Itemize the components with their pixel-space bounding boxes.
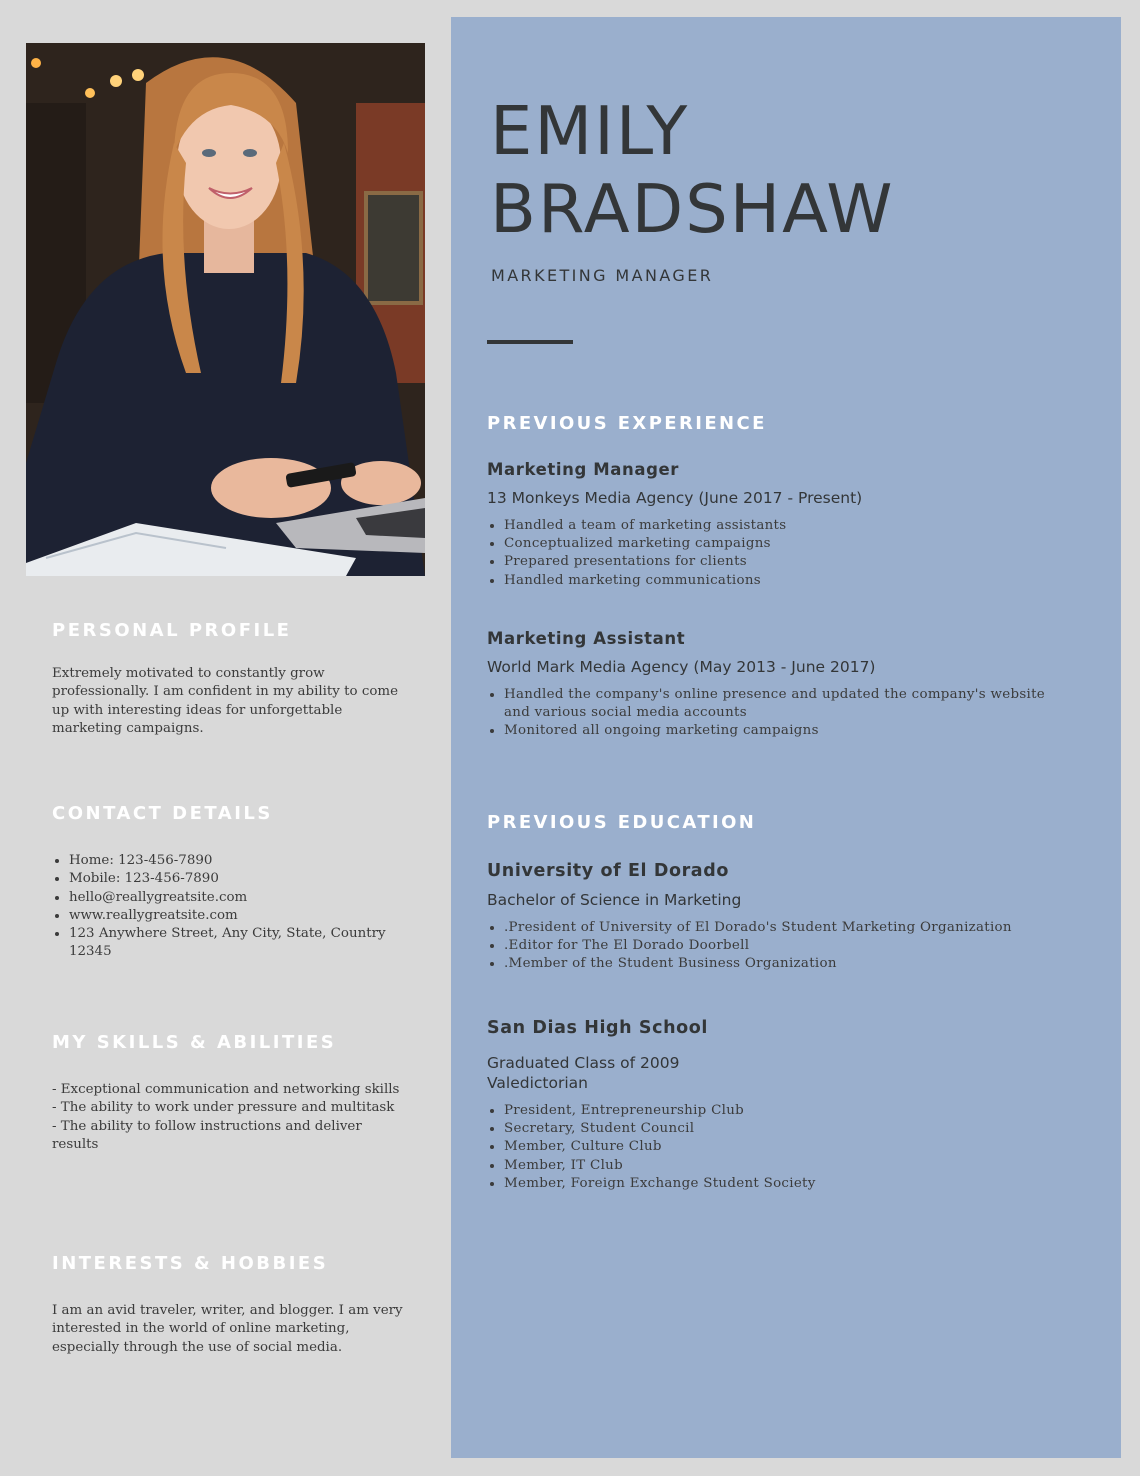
contact-list [52, 852, 412, 962]
contact-address: • 123 Anywhere Street, Any City, State, Country 12345 [69, 925, 412, 962]
school-bullet: • Member, Culture Club [504, 1138, 1047, 1156]
first-name: EMILY [490, 92, 690, 170]
contact-details-section [52, 803, 412, 962]
skill-item: - The ability to work under pressure and multitask [52, 1100, 395, 1116]
personal-profile-heading: PERSONAL PROFILE [52, 620, 292, 641]
experience-entry [487, 629, 1047, 741]
job-company: 13 Monkeys Media Agency (June 2017 - Present) [487, 489, 863, 507]
school-bullet: • .President of University of El Dorado's Student Marketing Organization [504, 919, 1047, 937]
job-bullet: • Handled the company's online presence and updated the company's website and various social media accounts [504, 686, 1047, 722]
contact-website[interactable]: • www.reallygreatsite.com [69, 907, 412, 925]
interests-section [52, 1253, 412, 1357]
school-degree: Graduated Class of 2009 [487, 1054, 680, 1072]
school-name: University of El Dorado [487, 861, 729, 881]
education-entry [487, 1018, 1047, 1193]
school-bullet: • Secretary, Student Council [504, 1120, 1047, 1138]
school-honor: Valedictorian [487, 1074, 588, 1092]
job-role: Marketing Manager [487, 460, 680, 479]
job-bullet: • Prepared presentations for clients [504, 553, 1047, 571]
experience-heading: PREVIOUS EXPERIENCE [487, 413, 767, 434]
school-bullets [487, 1102, 1047, 1193]
title-divider [487, 340, 573, 344]
candidate-name [490, 92, 895, 248]
interests-heading: INTERESTS & HOBBIES [52, 1253, 329, 1274]
school-bullet: • Member, IT Club [504, 1157, 1047, 1175]
school-bullet: • .Member of the Student Business Organization [504, 955, 1047, 973]
contact-mobile: • Mobile: 123-456-7890 [69, 870, 412, 888]
job-company: World Mark Media Agency (May 2013 - June 2017) [487, 658, 876, 676]
job-bullets [487, 686, 1047, 741]
school-bullet: • President, Entrepreneurship Club [504, 1102, 1047, 1120]
last-name: BRADSHAW [490, 170, 895, 248]
contact-email[interactable]: • hello@reallygreatsite.com [69, 889, 412, 907]
skill-item: - The ability to follow instructions and deliver results [52, 1118, 362, 1152]
profile-photo [26, 43, 425, 576]
skills-list [52, 1081, 412, 1154]
education-heading: PREVIOUS EDUCATION [487, 812, 757, 833]
job-bullets [487, 517, 1047, 590]
skills-section [52, 1032, 412, 1154]
school-degree: Bachelor of Science in Marketing [487, 891, 742, 909]
school-bullet: • .Editor for The El Dorado Doorbell [504, 937, 1047, 955]
job-bullet: • Handled marketing communications [504, 572, 1047, 590]
job-bullet: • Conceptualized marketing campaigns [504, 535, 1047, 553]
experience-entry [487, 460, 1047, 590]
school-name: San Dias High School [487, 1018, 709, 1038]
contact-home: • Home: 123-456-7890 [69, 852, 412, 870]
profile-photo-illustration [26, 43, 425, 576]
job-bullet: • Monitored all ongoing marketing campaigns [504, 722, 1047, 740]
school-bullet: • Member, Foreign Exchange Student Society [504, 1175, 1047, 1193]
school-bullets [487, 919, 1047, 974]
skill-item: - Exceptional communication and networking skills [52, 1082, 400, 1097]
personal-profile-section [52, 620, 412, 738]
education-entry [487, 861, 1047, 974]
interests-text: I am an avid traveler, writer, and blogger. I am very interested in the world of online marketing, especially through the use of social media. [52, 1303, 403, 1355]
job-bullet: • Handled a team of marketing assistants [504, 517, 1047, 535]
skills-heading: MY SKILLS & ABILITIES [52, 1032, 337, 1053]
job-role: Marketing Assistant [487, 629, 686, 648]
job-title: MARKETING MANAGER [491, 266, 714, 285]
contact-details-heading: CONTACT DETAILS [52, 803, 273, 824]
personal-profile-text: Extremely motivated to constantly grow professionally. I am confident in my ability to come up with interesting ideas for unforgettable marketing campaigns. [52, 666, 399, 736]
